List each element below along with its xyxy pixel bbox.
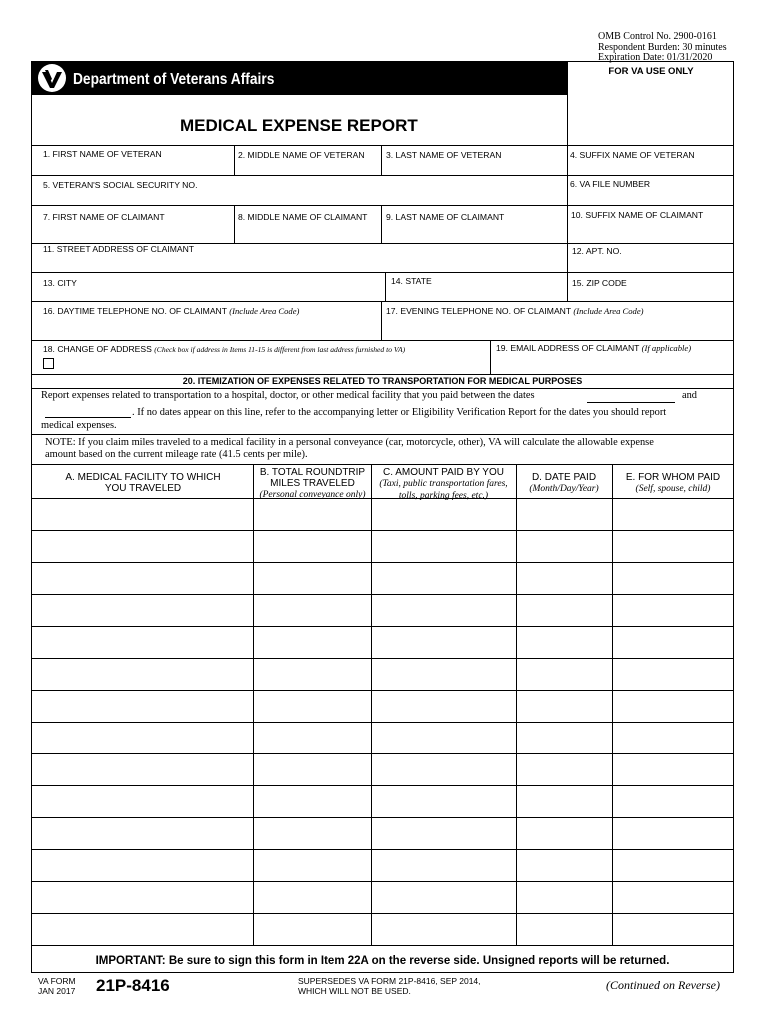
expense-cell-date-paid[interactable]	[518, 500, 610, 528]
section-20-title: 20. ITEMIZATION OF EXPENSES RELATED TO TRANSPORTATION FOR MEDICAL PURPOSES	[182, 376, 583, 386]
omb-block	[598, 32, 727, 64]
section-20-line1	[41, 390, 535, 401]
table-column-divider	[253, 464, 254, 945]
suffix-name-veteran-input[interactable]	[569, 160, 733, 174]
mileage-note-line2: amount based on the current mileage rate (41.5 cents per mile).	[45, 449, 308, 460]
email-address-input[interactable]	[492, 356, 733, 373]
evening-phone-note: (Include Area Code)	[573, 306, 644, 316]
expense-cell-facility[interactable]	[33, 851, 251, 879]
mileage-note	[45, 437, 654, 461]
label-evening-phone	[386, 306, 644, 316]
label-veteran-ssn: 5. VETERAN'S SOCIAL SECURITY NO.	[43, 180, 198, 190]
expense-cell-miles[interactable]	[255, 883, 369, 911]
expense-cell-miles[interactable]	[255, 755, 369, 783]
supersedes-line1: SUPERSEDES VA FORM 21P-8416, SEP 2014,	[298, 976, 481, 986]
table-row-divider	[31, 753, 734, 754]
omb-control-number: OMB Control No. 2900-0161	[598, 31, 717, 42]
col-c-note2: tolls, parking fees, etc.)	[398, 491, 489, 501]
expense-cell-miles[interactable]	[255, 628, 369, 656]
change-of-address-text: 18. CHANGE OF ADDRESS	[43, 344, 152, 354]
expense-cell-date-paid[interactable]	[518, 724, 610, 751]
expense-cell-date-paid[interactable]	[518, 596, 610, 624]
expense-cell-amount[interactable]	[373, 500, 514, 528]
expense-cell-for-whom[interactable]	[614, 883, 732, 911]
first-name-claimant-input[interactable]	[33, 225, 233, 241]
expiration-date: Expiration Date: 01/31/2020	[598, 52, 713, 63]
evening-phone-input[interactable]	[383, 320, 733, 338]
evening-phone-text: 17. EVENING TELEPHONE NO. OF CLAIMANT	[386, 306, 571, 316]
supersedes-notice	[298, 977, 481, 996]
change-of-address-note: (Check box if address in Items 11-15 is different from last address furnished to VA)	[154, 345, 406, 354]
expense-cell-amount[interactable]	[373, 692, 514, 720]
va-form-label: VA FORM	[38, 976, 76, 986]
email-address-text: 19. EMAIL ADDRESS OF CLAIMANT	[496, 343, 640, 353]
col-header-facility	[40, 472, 246, 494]
expense-cell-facility[interactable]	[33, 692, 251, 720]
expense-cell-miles[interactable]	[255, 692, 369, 720]
col-d-line1: D. DATE PAID	[531, 472, 597, 483]
label-daytime-phone	[43, 306, 299, 316]
expense-cell-facility[interactable]	[33, 564, 251, 592]
label-zip-code: 15. ZIP CODE	[572, 278, 627, 288]
expense-cell-facility[interactable]	[33, 500, 251, 528]
col-e-line1: E. FOR WHOM PAID	[625, 472, 721, 483]
expense-cell-facility[interactable]	[33, 628, 251, 656]
continued-on-reverse: (Continued on Reverse)	[606, 978, 720, 992]
table-row-divider	[31, 913, 734, 914]
expense-cell-for-whom[interactable]	[614, 564, 732, 592]
last-name-claimant-input[interactable]	[383, 225, 566, 241]
expense-cell-facility[interactable]	[33, 724, 251, 751]
table-row-divider	[31, 849, 734, 850]
daytime-phone-input[interactable]	[33, 320, 380, 338]
table-row-divider	[31, 722, 734, 723]
supersedes-line2: WHICH WILL NOT BE USED.	[298, 985, 411, 996]
veteran-ssn-input[interactable]	[33, 190, 566, 204]
expense-cell-facility[interactable]	[33, 660, 251, 688]
va-use-only-label: FOR VA USE ONLY	[608, 66, 694, 77]
expense-cell-for-whom[interactable]	[614, 692, 732, 720]
label-last-name-claimant: 9. LAST NAME OF CLAIMANT	[386, 212, 505, 222]
table-row-divider	[31, 594, 734, 595]
mileage-note-line1: NOTE: If you claim miles traveled to a medical facility in a personal conveyance (car, motorcycle, other), VA will calculate the allowable expense	[45, 437, 654, 448]
street-address-input[interactable]	[33, 256, 566, 271]
respondent-burden: Respondent Burden: 30 minutes	[598, 41, 727, 53]
expense-cell-amount[interactable]	[373, 755, 514, 783]
expense-cell-miles[interactable]	[255, 532, 369, 560]
label-apt-no: 12. APT. NO.	[572, 246, 622, 256]
table-row-divider	[31, 562, 734, 563]
expense-cell-for-whom[interactable]	[614, 500, 732, 528]
expense-cell-date-paid[interactable]	[518, 755, 610, 783]
col-header-for-whom	[612, 472, 734, 495]
expense-cell-for-whom[interactable]	[614, 532, 732, 560]
change-of-address-checkbox[interactable]	[43, 358, 54, 369]
expense-cell-facility[interactable]	[33, 883, 251, 911]
expense-cell-for-whom[interactable]	[614, 819, 732, 847]
state-input[interactable]	[387, 287, 566, 300]
expense-cell-miles[interactable]	[255, 915, 369, 943]
expense-cell-amount[interactable]	[373, 915, 514, 943]
form-title: MEDICAL EXPENSE REPORT	[180, 116, 418, 135]
expense-cell-amount[interactable]	[373, 532, 514, 560]
expense-cell-miles[interactable]	[255, 724, 369, 751]
expense-cell-date-paid[interactable]	[518, 692, 610, 720]
expense-cell-amount[interactable]	[373, 628, 514, 656]
apt-no-input[interactable]	[569, 256, 733, 271]
table-row-divider	[31, 817, 734, 818]
expense-cell-amount[interactable]	[373, 660, 514, 688]
and-text: and	[682, 390, 698, 401]
expense-cell-date-paid[interactable]	[518, 883, 610, 911]
expense-cell-date-paid[interactable]	[518, 851, 610, 879]
expense-cell-date-paid[interactable]	[518, 819, 610, 847]
expense-cell-amount[interactable]	[373, 883, 514, 911]
col-c-line2	[371, 478, 516, 490]
expense-cell-amount[interactable]	[373, 787, 514, 815]
col-b-line1: B. TOTAL ROUNDTRIP	[259, 467, 366, 478]
expense-cell-for-whom[interactable]	[614, 660, 732, 688]
expense-cell-for-whom[interactable]	[614, 724, 732, 751]
expense-cell-for-whom[interactable]	[614, 628, 732, 656]
col-c-note1: (Taxi, public transportation fares,	[379, 479, 508, 489]
expense-cell-for-whom[interactable]	[614, 915, 732, 943]
label-state: 14. STATE	[391, 276, 432, 286]
form-number: 21P-8416	[96, 976, 170, 995]
expense-cell-for-whom[interactable]	[614, 755, 732, 783]
col-b-note: (Personal conveyance only)	[259, 490, 366, 500]
expense-cell-facility[interactable]	[33, 915, 251, 943]
instructions-text-3: medical expenses.	[41, 420, 117, 431]
col-a-line2: YOU TRAVELED	[104, 483, 182, 494]
table-column-divider	[612, 464, 613, 945]
expense-cell-amount[interactable]	[373, 819, 514, 847]
expense-cell-amount[interactable]	[373, 564, 514, 592]
expense-cell-miles[interactable]	[255, 564, 369, 592]
date-from-input[interactable]	[587, 390, 675, 403]
expense-cell-facility[interactable]	[33, 532, 251, 560]
instructions-text-2: . If no dates appear on this line, refer to the accompanying letter or Eligibility Verification Report for the dates you should report	[132, 407, 667, 418]
va-use-only-box[interactable]	[569, 80, 732, 144]
suffix-name-claimant-input[interactable]	[569, 225, 733, 241]
expense-cell-facility[interactable]	[33, 755, 251, 783]
label-city: 13. CITY	[43, 278, 77, 288]
table-row-divider	[31, 498, 734, 499]
form-date: JAN 2017	[38, 986, 76, 996]
col-b-line2: MILES TRAVELED	[270, 478, 355, 489]
label-va-file-number: 6. VA FILE NUMBER	[570, 179, 651, 189]
va-file-number-input[interactable]	[569, 190, 733, 204]
daytime-phone-text: 16. DAYTIME TELEPHONE NO. OF CLAIMANT	[43, 306, 227, 316]
label-street-address: 11. STREET ADDRESS OF CLAIMANT	[43, 244, 195, 254]
label-last-name-veteran: 3. LAST NAME OF VETERAN	[386, 150, 502, 160]
email-address-note: (If applicable)	[641, 343, 692, 353]
table-column-divider	[371, 464, 372, 945]
label-change-of-address	[43, 344, 405, 354]
expense-cell-for-whom[interactable]	[614, 596, 732, 624]
col-e-note: (Self, spouse, child)	[635, 484, 711, 494]
expense-cell-date-paid[interactable]	[518, 628, 610, 656]
table-row-divider	[31, 690, 734, 691]
expense-cell-date-paid[interactable]	[518, 915, 610, 943]
last-name-veteran-input[interactable]	[383, 160, 566, 174]
label-first-name-veteran: 1. FIRST NAME OF VETERAN	[43, 149, 162, 159]
expense-cell-facility[interactable]	[33, 819, 251, 847]
col-header-miles	[254, 467, 371, 501]
col-a-line1: A. MEDICAL FACILITY TO WHICH	[65, 472, 221, 483]
daytime-phone-note: (Include Area Code)	[229, 306, 300, 316]
expense-cell-miles[interactable]	[255, 851, 369, 879]
table-column-divider	[516, 464, 517, 945]
expense-cell-date-paid[interactable]	[518, 532, 610, 560]
date-to-input[interactable]	[45, 405, 131, 418]
table-row-divider	[31, 881, 734, 882]
col-header-amount	[371, 467, 516, 502]
expense-cell-date-paid[interactable]	[518, 564, 610, 592]
table-row-divider	[31, 785, 734, 786]
city-input[interactable]	[33, 287, 384, 300]
col-e-line2	[612, 483, 734, 495]
expense-cell-facility[interactable]	[33, 787, 251, 815]
expense-cell-miles[interactable]	[255, 787, 369, 815]
expense-cell-amount[interactable]	[373, 596, 514, 624]
expense-cell-for-whom[interactable]	[614, 851, 732, 879]
expense-cell-amount[interactable]	[373, 724, 514, 751]
expense-cell-date-paid[interactable]	[518, 660, 610, 688]
label-middle-name-claimant: 8. MIDDLE NAME OF CLAIMANT	[238, 212, 368, 222]
col-d-note: (Month/Day/Year)	[529, 484, 599, 494]
middle-name-claimant-input[interactable]	[236, 225, 380, 241]
department-name: Department of Veterans Affairs	[73, 71, 275, 88]
instructions-text-1: Report expenses related to transportation to a hospital, doctor, or other medical facility that you paid between the dates	[41, 390, 535, 401]
table-row-divider	[31, 626, 734, 627]
expense-cell-miles[interactable]	[255, 660, 369, 688]
expense-cell-miles[interactable]	[255, 819, 369, 847]
expense-cell-miles[interactable]	[255, 596, 369, 624]
expense-cell-amount[interactable]	[373, 851, 514, 879]
col-header-date-paid	[516, 472, 612, 495]
label-suffix-name-claimant: 10. SUFFIX NAME OF CLAIMANT	[571, 210, 704, 220]
expense-cell-for-whom[interactable]	[614, 787, 732, 815]
expense-cell-facility[interactable]	[33, 596, 251, 624]
expense-cell-date-paid[interactable]	[518, 787, 610, 815]
zip-code-input[interactable]	[569, 287, 733, 300]
col-c-line1: C. AMOUNT PAID BY YOU	[383, 467, 504, 478]
col-d-line2	[516, 483, 612, 495]
label-email-address	[496, 343, 691, 353]
label-suffix-name-veteran: 4. SUFFIX NAME OF VETERAN	[570, 150, 695, 160]
table-row-divider	[31, 658, 734, 659]
important-notice: IMPORTANT: Be sure to sign this form in Item 22A on the reverse side. Unsigned reports will be returned.	[95, 955, 670, 967]
first-name-veteran-input[interactable]	[33, 160, 233, 174]
middle-name-veteran-input[interactable]	[236, 160, 380, 174]
expense-cell-miles[interactable]	[255, 500, 369, 528]
label-first-name-claimant: 7. FIRST NAME OF CLAIMANT	[43, 212, 165, 222]
table-row-divider	[31, 530, 734, 531]
label-middle-name-veteran: 2. MIDDLE NAME OF VETERAN	[238, 150, 365, 160]
